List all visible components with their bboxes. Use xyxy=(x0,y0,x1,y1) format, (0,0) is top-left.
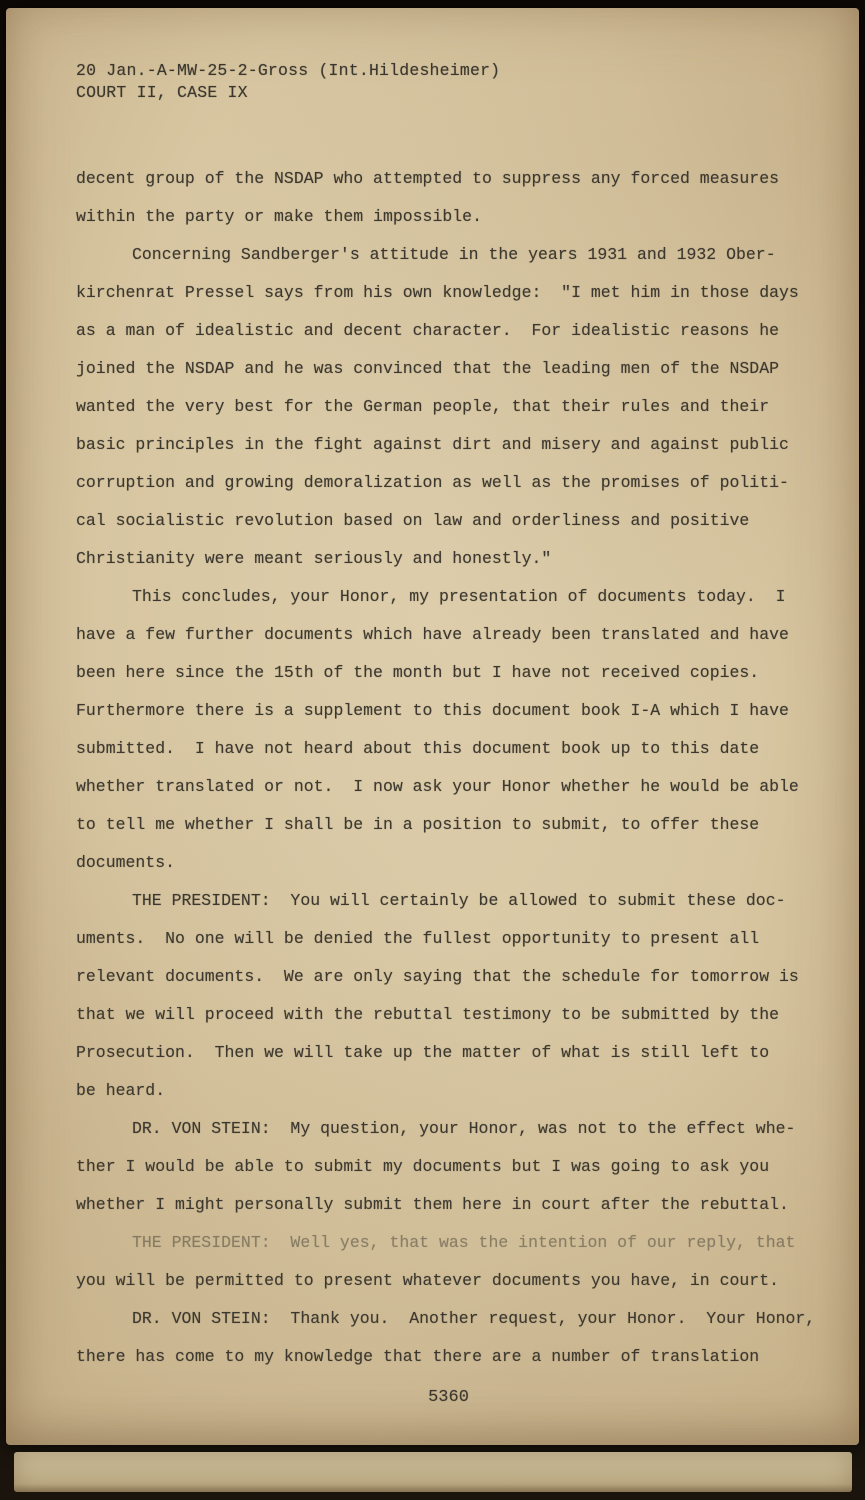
header-reference-line: 20 Jan.-A-MW-25-2-Gross (Int.Hildesheimer) xyxy=(76,61,501,80)
transcript-line: This concludes, your Honor, my presentation of documents today. I xyxy=(132,587,786,606)
transcript-line: as a man of idealistic and decent character. For idealistic reasons he xyxy=(76,321,780,340)
transcript-line: ther I would be able to submit my documents but I was going to ask you xyxy=(76,1157,770,1176)
transcript-line: uments. No one will be denied the fullest opportunity to present all xyxy=(76,929,760,948)
transcript-line: been here since the 15th of the month but I have not received copies. xyxy=(76,663,760,682)
transcript-paragraph xyxy=(76,578,821,882)
transcript-line: there has come to my knowledge that there are a number of translation xyxy=(76,1347,760,1366)
transcript-line: THE PRESIDENT: Well yes, that was the intention of our reply, that xyxy=(132,1233,796,1252)
transcript-line: to tell me whether I shall be in a position to submit, to offer these xyxy=(76,815,760,834)
transcript-line: basic principles in the fight against dirt and misery and against public xyxy=(76,435,789,454)
transcript-line: documents. xyxy=(76,853,176,872)
transcript-line: be heard. xyxy=(76,1081,166,1100)
transcript-line: THE PRESIDENT: You will certainly be allowed to submit these doc- xyxy=(132,891,786,910)
transcript-line: decent group of the NSDAP who attempted to suppress any forced measures xyxy=(76,169,780,188)
transcript-line: relevant documents. We are only saying that the schedule for tomorrow is xyxy=(76,967,799,986)
transcript-line: cal socialistic revolution based on law and orderliness and positive xyxy=(76,511,750,530)
transcript-paragraph xyxy=(76,1110,821,1224)
transcript-paragraph xyxy=(76,882,821,1110)
transcript-line: whether translated or not. I now ask your Honor whether he would be able xyxy=(76,777,799,796)
document-header xyxy=(76,60,859,104)
transcript-paragraph xyxy=(76,236,821,578)
transcript-line: whether I might personally submit them here in court after the rebuttal. xyxy=(76,1195,789,1214)
transcript-line: submitted. I have not heard about this document book up to this date xyxy=(76,739,760,758)
transcript-line: Prosecution. Then we will take up the matter of what is still left to xyxy=(76,1043,770,1062)
transcript-line: DR. VON STEIN: Thank you. Another request, your Honor. Your Honor, xyxy=(132,1309,816,1328)
transcript-paragraph xyxy=(76,1300,821,1376)
transcript-line: wanted the very best for the German people, that their rules and their xyxy=(76,397,770,416)
underlying-page-edge xyxy=(14,1452,852,1492)
transcript-line: Concerning Sandberger's attitude in the years 1931 and 1932 Ober- xyxy=(132,245,776,264)
transcript-line: you will be permitted to present whatever documents you have, in court. xyxy=(76,1271,780,1290)
transcript-line: Furthermore there is a supplement to this document book I-A which I have xyxy=(76,701,789,720)
header-court-case-line: COURT II, CASE IX xyxy=(76,83,248,102)
transcript-line: kirchenrat Pressel says from his own knowledge: "I met him in those days xyxy=(76,283,799,302)
transcript-line: DR. VON STEIN: My question, your Honor, was not to the effect whe- xyxy=(132,1119,796,1138)
transcript-body xyxy=(76,160,821,1376)
transcript-line: joined the NSDAP and he was convinced that the leading men of the NSDAP xyxy=(76,359,780,378)
transcript-line: Christianity were meant seriously and honestly." xyxy=(76,549,552,568)
document-page xyxy=(6,8,859,1445)
transcript-line: have a few further documents which have already been translated and have xyxy=(76,625,789,644)
transcript-line: corruption and growing demoralization as well as the promises of politi- xyxy=(76,473,789,492)
transcript-line: that we will proceed with the rebuttal testimony to be submitted by the xyxy=(76,1005,780,1024)
transcript-line: within the party or make them impossible. xyxy=(76,207,482,226)
page-number: 5360 xyxy=(428,1388,469,1407)
transcript-paragraph xyxy=(76,1224,821,1300)
transcript-paragraph xyxy=(76,160,821,236)
